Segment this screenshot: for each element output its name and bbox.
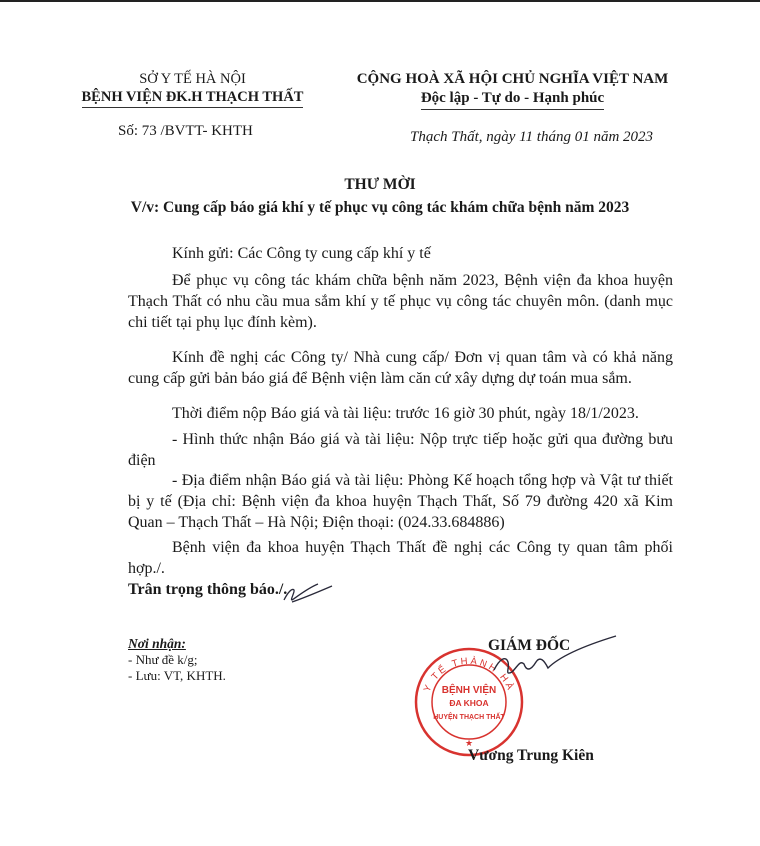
- body-paragraph-4: - Hình thức nhận Báo giá và tài liệu: Nộp trực tiếp hoặc gửi qua đường bưu điện: [128, 431, 673, 469]
- country-name: CỘNG HOÀ XÃ HỘI CHỦ NGHĨA VIỆT NAM: [356, 71, 669, 87]
- body-paragraph-1: Để phục vụ công tác khám chữa bệnh năm 2023, Bệnh viện đa khoa huyện Thạch Thất có nhu cầu mua sắm khí y tế phục vụ công tác chuyên môn. (danh mục chi tiết tại phụ lục đính kèm).: [128, 272, 673, 331]
- stamp-line-3: HUYỆN THẠCH THẤT: [433, 714, 505, 721]
- body-paragraph-2: Kính đề nghị các Công ty/ Nhà cung cấp/ Đơn vị quan tâm và có khả năng cung cấp gửi bản báo giá để Bệnh viện làm căn cứ xây dựng dự toán mua sắm.: [128, 349, 673, 387]
- stamp-line-2: ĐA KHOA: [449, 698, 489, 708]
- document-number: Số: 73 /BVTT- KHTH: [118, 123, 253, 139]
- recipient-line: Kính gửi: Các Công ty cung cấp khí y tế: [172, 245, 431, 262]
- body-paragraph-5: - Địa điểm nhận Báo giá và tài liệu: Phòng Kế hoạch tổng hợp và Vật tư thiết bị y tế (Địa chỉ: Bệnh viện đa khoa huyện Thạch Thất, Số 79 đường 420 xã Kim Quan – Thạch Thất – Hà Nội; Điện thoại: (024.33.684886): [128, 472, 673, 531]
- closing-line: Trân trọng thông báo./.: [128, 581, 288, 598]
- stamp-star: ★: [464, 738, 474, 748]
- document-title: THƯ MỜI: [344, 176, 416, 193]
- stamp-arc-text: Y TẾ THÀNH HÀ: [421, 655, 517, 694]
- director-signature: [490, 632, 620, 692]
- top-border: [0, 0, 760, 2]
- document-subject: V/v: Cung cấp báo giá khí y tế phục vụ công tác khám chữa bệnh năm 2023: [130, 199, 630, 216]
- body-paragraph-3: Thời điểm nộp Báo giá và tài liệu: trước 16 giờ 30 phút, ngày 18/1/2023.: [172, 405, 639, 422]
- national-motto: Độc lập - Tự do - Hạnh phúc: [345, 89, 680, 110]
- department-name: SỞ Y TẾ HÀ NỘI: [139, 71, 246, 87]
- issuer-header: [60, 70, 325, 108]
- recipients-block: [128, 636, 226, 684]
- recipient-item: - Như đề k/g;: [128, 652, 198, 667]
- national-header: [345, 70, 680, 110]
- body-paragraph-6: Bệnh viện đa khoa huyện Thạch Thất đề nghị các Công ty quan tâm phối hợp./.: [128, 539, 673, 577]
- stamp-line-1: BỆNH VIỆN: [441, 685, 497, 696]
- recipients-heading: Nơi nhận:: [128, 636, 186, 651]
- initial-signature: [278, 578, 336, 608]
- recipient-item: - Lưu: VT, KHTH.: [128, 668, 226, 683]
- date-line: Thạch Thất, ngày 11 tháng 01 năm 2023: [410, 129, 654, 145]
- signer-name: Vương Trung Kiên: [468, 747, 594, 764]
- signer-position: GIÁM ĐỐC: [488, 637, 571, 654]
- hospital-name: BỆNH VIỆN ĐK.H THẠCH THẤT: [60, 88, 325, 108]
